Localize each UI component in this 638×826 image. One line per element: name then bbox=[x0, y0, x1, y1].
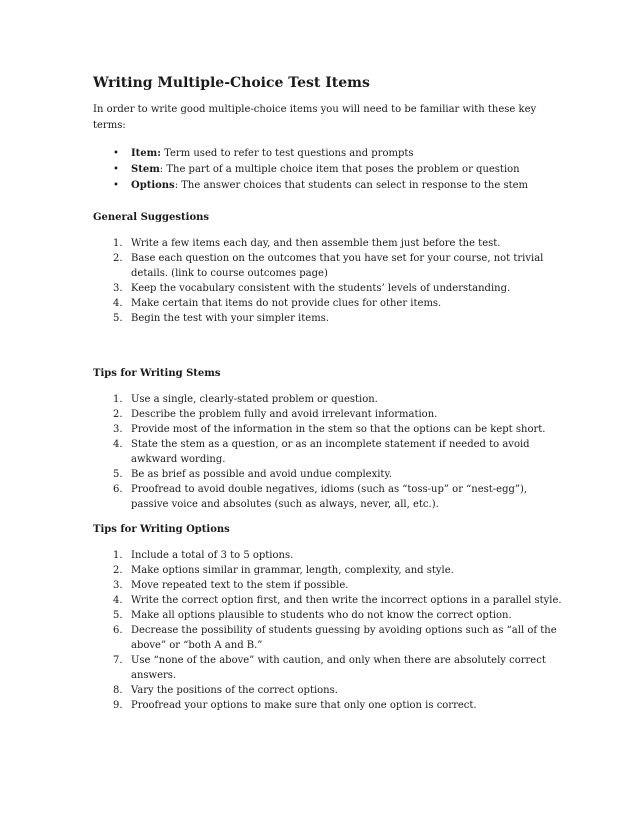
list-item bbox=[113, 392, 563, 407]
term-item bbox=[113, 146, 563, 162]
item-text: Begin the test with your simpler items. bbox=[131, 313, 329, 324]
list-item bbox=[113, 311, 563, 326]
item-text: Make options similar in grammar, length, complexity, and style. bbox=[131, 565, 454, 576]
item-number: 3. bbox=[113, 424, 123, 435]
item-number: 6. bbox=[113, 625, 123, 636]
item-number: 4. bbox=[113, 298, 123, 309]
section-heading: Tips for Writing Stems bbox=[93, 368, 221, 379]
item-number: 3. bbox=[113, 283, 123, 294]
list-item bbox=[113, 578, 563, 593]
item-number: 5. bbox=[113, 610, 123, 621]
numbered-list bbox=[93, 236, 563, 326]
item-number: 6. bbox=[113, 484, 123, 495]
item-number: 5. bbox=[113, 313, 123, 324]
item-text: Decrease the possibility of students guessing by avoiding options such as “all of the above” or “both A and B.” bbox=[131, 625, 557, 651]
term-label: Item: bbox=[131, 148, 161, 159]
item-text: Keep the vocabulary consistent with the students’ levels of understanding. bbox=[131, 283, 511, 294]
list-item bbox=[113, 698, 563, 713]
section-general-suggestions bbox=[93, 210, 563, 326]
bullet-icon: • bbox=[113, 148, 119, 159]
list-item bbox=[113, 683, 563, 698]
item-number: 3. bbox=[113, 580, 123, 591]
section-tips-options bbox=[93, 522, 563, 713]
item-number: 1. bbox=[113, 394, 123, 405]
item-text: Move repeated text to the stem if possible. bbox=[131, 580, 349, 591]
item-number: 1. bbox=[113, 238, 123, 249]
section-heading: General Suggestions bbox=[93, 212, 210, 223]
item-text: Base each question on the outcomes that you have set for your course, not trivial details. (link to course outcomes page) bbox=[131, 253, 544, 279]
item-number: 4. bbox=[113, 595, 123, 606]
term-label: Options bbox=[131, 180, 175, 191]
list-item bbox=[113, 593, 563, 608]
term-label: Stem bbox=[131, 164, 160, 175]
item-number: 7. bbox=[113, 655, 123, 666]
item-text: Vary the positions of the correct options. bbox=[131, 685, 338, 696]
bullet-icon: • bbox=[113, 180, 119, 191]
list-item bbox=[113, 482, 563, 512]
list-item bbox=[113, 422, 563, 437]
list-item bbox=[113, 563, 563, 578]
item-number: 1. bbox=[113, 550, 123, 561]
term-stem bbox=[113, 162, 563, 178]
list-item bbox=[113, 548, 563, 563]
key-terms-list bbox=[93, 146, 563, 194]
document-page bbox=[93, 74, 563, 713]
term-options bbox=[113, 178, 563, 194]
list-item bbox=[113, 296, 563, 311]
section-heading: Tips for Writing Options bbox=[93, 524, 230, 535]
item-text: Write the correct option first, and then write the incorrect options in a parallel style. bbox=[131, 595, 562, 606]
term-text: : The part of a multiple choice item that poses the problem or question bbox=[159, 164, 520, 175]
item-number: 2. bbox=[113, 253, 123, 264]
item-text: Be as brief as possible and avoid undue complexity. bbox=[131, 469, 392, 480]
list-item bbox=[113, 407, 563, 422]
item-text: Include a total of 3 to 5 options. bbox=[131, 550, 294, 561]
list-item bbox=[113, 251, 563, 281]
item-text: Proofread your options to make sure that only one option is correct. bbox=[131, 700, 477, 711]
item-number: 2. bbox=[113, 565, 123, 576]
item-number: 2. bbox=[113, 409, 123, 420]
item-number: 9. bbox=[113, 700, 123, 711]
item-number: 5. bbox=[113, 469, 123, 480]
item-text: Use “none of the above” with caution, and only when there are absolutely correct answers. bbox=[131, 655, 546, 681]
item-number: 8. bbox=[113, 685, 123, 696]
item-text: Write a few items each day, and then assemble them just before the test. bbox=[131, 238, 501, 249]
list-item bbox=[113, 437, 563, 467]
item-text: Provide most of the information in the stem so that the options can be kept short. bbox=[131, 424, 546, 435]
item-text: Use a single, clearly-stated problem or question. bbox=[131, 394, 378, 405]
item-text: Make certain that items do not provide clues for other items. bbox=[131, 298, 442, 309]
list-item bbox=[113, 623, 563, 653]
list-item bbox=[113, 653, 563, 683]
item-text: State the stem as a question, or as an incomplete statement if needed to avoid awkward wording. bbox=[131, 439, 530, 465]
item-text: Describe the problem fully and avoid irrelevant information. bbox=[131, 409, 438, 420]
item-text: Proofread to avoid double negatives, idioms (such as “toss-up” or “nest-egg”), passive voice and absolutes (such as always, never, all, etc.). bbox=[131, 484, 528, 510]
numbered-list bbox=[93, 548, 563, 713]
item-number: 4. bbox=[113, 439, 123, 450]
term-text: Term used to refer to test questions and prompts bbox=[160, 148, 414, 159]
list-item bbox=[113, 236, 563, 251]
bullet-icon: • bbox=[113, 164, 119, 175]
document-title: Writing Multiple-Choice Test Items bbox=[93, 75, 370, 91]
numbered-list bbox=[93, 392, 563, 512]
item-text: Make all options plausible to students who do not know the correct option. bbox=[131, 610, 512, 621]
list-item bbox=[113, 608, 563, 623]
list-item bbox=[113, 467, 563, 482]
intro-paragraph: In order to write good multiple-choice items you will need to be familiar with these key terms: bbox=[93, 104, 537, 131]
term-text: : The answer choices that students can select in response to the stem bbox=[174, 180, 529, 191]
list-item bbox=[113, 281, 563, 296]
section-tips-stems bbox=[93, 366, 563, 512]
